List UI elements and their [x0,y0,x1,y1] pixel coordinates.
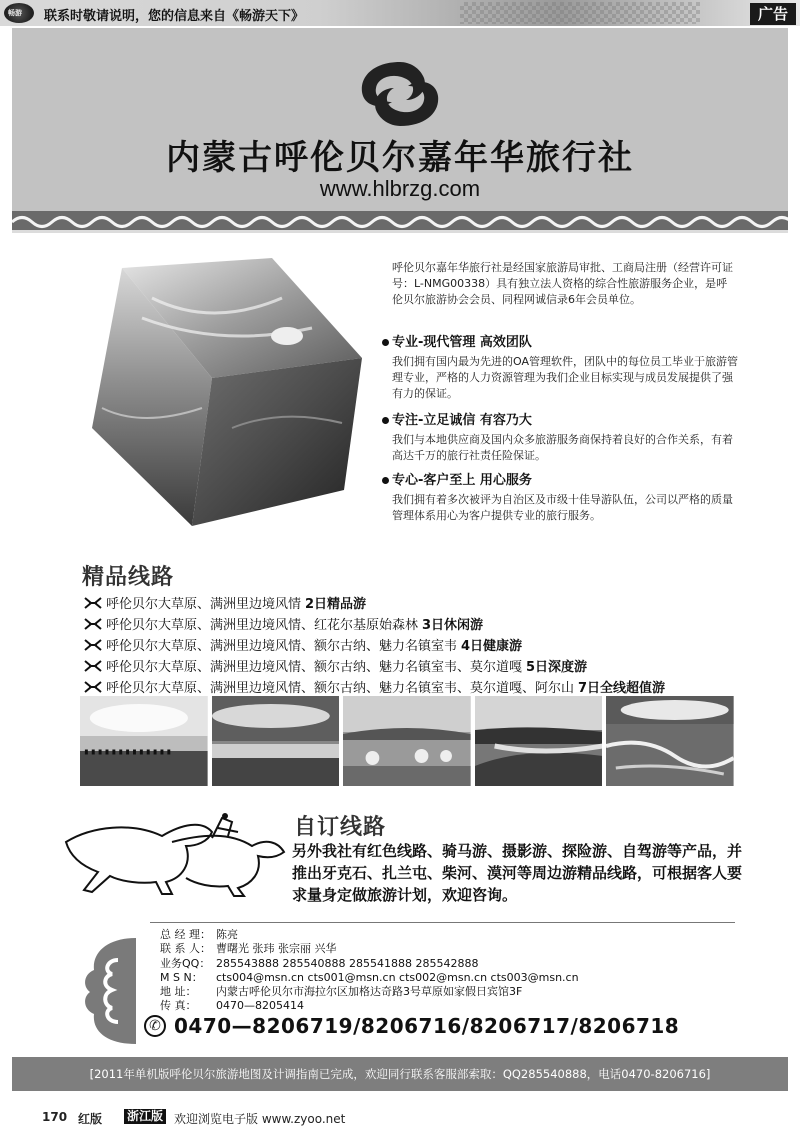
contact-label: 总 经 理： [160,928,211,941]
routes-title: 精品线路 [82,565,175,590]
photo-wetland [606,696,734,786]
page-footer [0,1108,800,1127]
checker-pattern [460,2,700,24]
header-band [12,28,788,211]
route-item [84,634,764,655]
bullet-icon [382,477,389,484]
contact-row-msn [160,971,579,985]
phone-icon: ✆ [144,1015,166,1037]
route-text: 呼伦贝尔大草原、满洲里边境风情、额尔古纳、魅力名镇室韦 [106,639,458,654]
route-mark-icon [84,681,102,693]
photo-grassland-clouds [212,696,340,786]
feature-title: 专注-立足诚信 有容乃大 [392,413,532,428]
feature-dedication [382,472,742,524]
route-item [84,676,764,697]
province-badge: 浙江版 [124,1109,166,1124]
route-duration: 2日精品游 [305,597,367,612]
feature-focus-heading [382,412,742,430]
photo-river-forest [475,696,603,786]
custom-routes-text: 另外我社有红色线路、骑马游、摄影游、探险游、自驾游等产品，并推出牙克石、扎兰屯、柴河、漠河等周边游精品线路，可根据客人要求量身定做旅游计划，欢迎咨询。 [292,842,743,904]
route-duration: 3日休闲游 [422,618,484,633]
company-name: 内蒙古呼伦贝尔嘉年华旅行社 [166,138,634,178]
landscape-cube-image [82,258,367,528]
feature-title: 专心-客户至上 用心服务 [392,473,532,488]
contact-info [160,928,579,1014]
contact-value: cts004@msn.cn cts001@msn.cn cts002@msn.cn cts003@msn.cn [216,970,579,984]
route-item [84,613,764,634]
mongolian-ornament-icon [78,934,140,1046]
route-duration: 7日全线超值游 [578,681,666,696]
contact-value: 曹曙光 张玮 张宗丽 兴华 [216,942,337,956]
company-intro: 呼伦贝尔嘉年华旅行社是经国家旅游局审批、工商局注册（经营许可证号：L-NMG00338）具有独立法人资格的综合性旅游服务企业，是呼伦贝尔旅游协会会员、同程网诚信录6年会员单位。 [392,261,733,306]
contact-row-fax [160,999,579,1013]
section-divider [150,922,735,923]
bullet-icon [382,339,389,346]
edition-label: 红版 [78,1112,103,1126]
contact-label: 联 系 人： [160,942,211,956]
route-item [84,655,764,676]
horse-rider-icon [62,812,287,897]
feature-body: 我们与本地供应商及国内众多旅游服务商保持着良好的合作关系，有着高达千万的旅行社责任险保证。 [392,433,733,462]
route-item [84,592,764,613]
contact-label: 地 址： [160,985,197,999]
contact-value: 0470—8205414 [216,999,304,1013]
routes-list [84,592,764,697]
route-text: 呼伦贝尔大草原、满洲里边境风情、额尔古纳、魅力名镇室韦、莫尔道嘎、阿尔山 [106,681,575,696]
custom-routes-title: 自订线路 [294,815,387,840]
magazine-logo-text: 畅游 [8,9,22,17]
contact-value: 内蒙古呼伦贝尔市海拉尔区加格达奇路3号草原如家假日宾馆3F [216,985,523,999]
top-bar [0,0,800,26]
bullet-icon [382,417,389,424]
page-number: 170 [42,1110,68,1124]
feature-body: 我们拥有着多次被评为自治区及市级十佳导游队伍，公司以严格的质量管理体系用心为客户提供专业的旅行服务。 [392,493,733,522]
contact-label: M S N： [160,970,203,984]
company-emblem-icon [356,58,444,130]
route-text: 呼伦贝尔大草原、满洲里边境风情、红花尔基原始森林 [106,618,419,633]
feature-professional-heading [382,334,742,352]
source-notice: 联系时敬请说明，您的信息来自《畅游天下》 [44,9,305,24]
route-mark-icon [84,618,102,630]
contact-value: 285543888 285540888 285541888 285542888 [216,956,479,970]
contact-row-people [160,942,579,956]
phone-numbers: 0470—8206719/8206716/8206717/8206718 [174,1014,680,1038]
route-text: 呼伦贝尔大草原、满洲里边境风情、额尔古纳、魅力名镇室韦、莫尔道嘎 [106,660,523,675]
bottom-notice: [2011年单机版呼伦贝尔旅游地图及计调指南已完成，欢迎同行联系客服部索取：QQ285540888，电话0470-8206716] [12,1057,788,1091]
contact-label: 传 真： [160,999,197,1013]
feature-body: 我们拥有国内最为先进的OA管理软件，团队中的每位员工毕业于旅游管理专业，严格的人力资源管理为我们企业目标实现与成员发展提供了强有力的保证。 [392,355,738,400]
footer-message: 欢迎浏览电子版 www.zyoo.net [174,1112,346,1126]
contact-value: 陈亮 [216,928,238,941]
feature-title: 专业-现代管理 高效团队 [392,335,532,350]
feature-focus [382,412,742,464]
route-duration: 5日深度游 [526,660,588,675]
route-duration: 4日健康游 [461,639,523,654]
contact-row-address [160,985,579,999]
decorative-border [12,211,788,233]
photo-yurts [343,696,471,786]
phone-line [144,1014,679,1038]
route-mark-icon [84,660,102,672]
feature-dedication-heading [382,472,742,490]
company-website: www.hlbrzg.com [319,176,481,201]
photo-horses [80,696,208,786]
contact-label: 业务QQ： [160,956,211,970]
route-mark-icon [84,597,102,609]
ad-tag: 广告 [750,3,796,25]
contact-row-manager [160,928,579,942]
route-text: 呼伦贝尔大草原、满洲里边境风情 [106,597,302,612]
feature-professional [382,334,742,402]
photo-strip [80,696,734,786]
magazine-logo [4,3,34,23]
route-mark-icon [84,639,102,651]
contact-row-qq [160,957,579,971]
